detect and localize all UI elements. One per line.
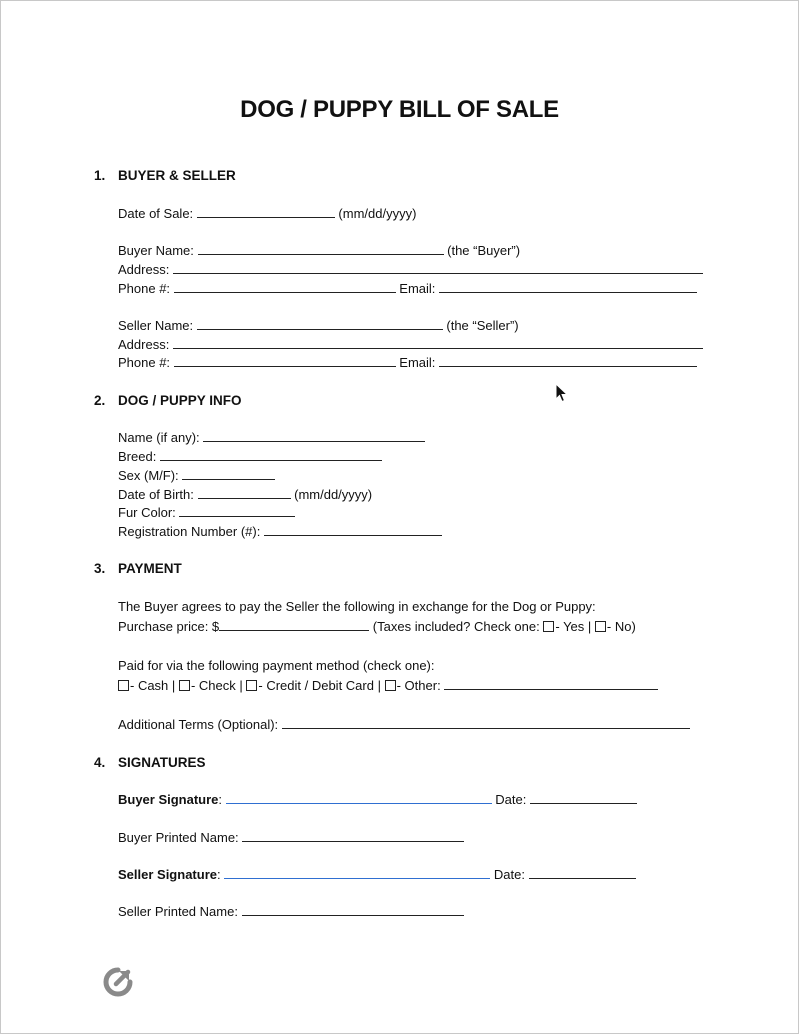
buyer-name-row: Buyer Name: (the “Buyer”) [118, 243, 521, 258]
buyer-phone-field[interactable] [174, 281, 396, 293]
seller-address-field[interactable] [173, 337, 703, 349]
additional-terms-field[interactable] [282, 717, 690, 729]
payment-method-row: - Cash | - Check | - Credit / Debit Card | - Other: [118, 678, 658, 693]
section-3-heading: 3. PAYMENT [94, 561, 182, 576]
fur-color-row: Fur Color: [118, 505, 295, 520]
buyer-address-row: Address: [118, 262, 703, 277]
taxes-no-checkbox[interactable] [595, 621, 606, 632]
buyer-contact-row: Phone #: Email: [118, 281, 697, 296]
payment-intro: The Buyer agrees to pay the Seller the following in exchange for the Dog or Puppy: [118, 599, 596, 614]
seller-signature-date-field[interactable] [529, 867, 636, 879]
sex-field[interactable] [182, 468, 275, 480]
buyer-signature-row: Buyer Signature: Date: [118, 792, 637, 807]
buyer-printed-name-field[interactable] [242, 830, 464, 842]
fur-color-field[interactable] [179, 505, 295, 517]
buyer-email-field[interactable] [439, 281, 697, 293]
buyer-signature-date-field[interactable] [530, 792, 637, 804]
seller-phone-field[interactable] [174, 355, 396, 367]
registration-row: Registration Number (#): [118, 524, 442, 539]
buyer-printed-name-row: Buyer Printed Name: [118, 830, 464, 845]
additional-terms-row: Additional Terms (Optional): [118, 717, 690, 732]
buyer-address-field[interactable] [173, 262, 703, 274]
purchase-price-field[interactable] [219, 619, 369, 631]
other-method-field[interactable] [444, 678, 658, 690]
buyer-signature-field[interactable] [226, 792, 492, 804]
section-4-heading: 4. SIGNATURES [94, 755, 206, 770]
seller-signature-row: Seller Signature: Date: [118, 867, 636, 882]
other-checkbox[interactable] [385, 680, 396, 691]
dog-name-row: Name (if any): [118, 430, 425, 445]
date-of-sale-row: Date of Sale: (mm/dd/yyyy) [118, 206, 417, 221]
check-checkbox[interactable] [179, 680, 190, 691]
payment-method-label: Paid for via the following payment method (check one): [118, 658, 435, 673]
purchase-price-row: Purchase price: $ (Taxes included? Check one: - Yes | - No) [118, 619, 636, 634]
dog-name-field[interactable] [203, 430, 425, 442]
document-title: DOG / PUPPY BILL OF SALE [240, 96, 559, 123]
dob-row: Date of Birth: (mm/dd/yyyy) [118, 487, 373, 502]
breed-row: Breed: [118, 449, 382, 464]
dob-field[interactable] [198, 487, 291, 499]
buyer-name-field[interactable] [198, 243, 444, 255]
seller-email-field[interactable] [439, 355, 697, 367]
sex-row: Sex (M/F): [118, 468, 275, 483]
mouse-pointer-icon [555, 383, 569, 403]
seller-signature-field[interactable] [224, 867, 490, 879]
seller-printed-name-row: Seller Printed Name: [118, 904, 464, 919]
seller-name-row: Seller Name: (the “Seller”) [118, 318, 519, 333]
section-2-heading: 2. DOG / PUPPY INFO [94, 393, 242, 408]
seller-contact-row: Phone #: Email: [118, 355, 697, 370]
seller-printed-name-field[interactable] [242, 904, 464, 916]
card-checkbox[interactable] [246, 680, 257, 691]
breed-field[interactable] [160, 449, 382, 461]
registration-field[interactable] [264, 524, 442, 536]
taxes-yes-checkbox[interactable] [543, 621, 554, 632]
date-of-sale-field[interactable] [197, 206, 335, 218]
arrow-logo-icon [103, 967, 133, 997]
seller-address-row: Address: [118, 337, 703, 352]
seller-name-field[interactable] [197, 318, 443, 330]
cash-checkbox[interactable] [118, 680, 129, 691]
section-1-heading: 1. BUYER & SELLER [94, 168, 236, 183]
